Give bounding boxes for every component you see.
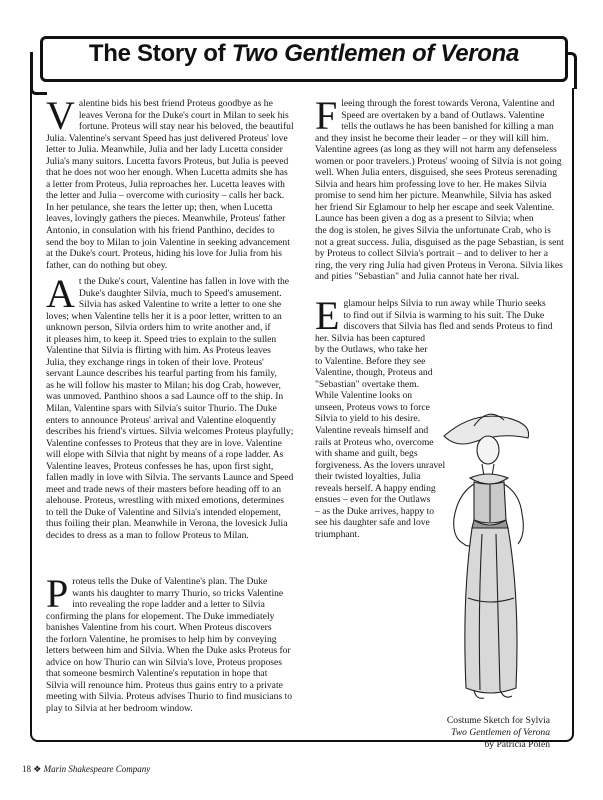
text-line: Julia, they exchange rings in token of their love. Proteus' bbox=[46, 356, 264, 368]
drop-cap: V bbox=[46, 93, 75, 138]
text-line: forgiveness. As the lovers unravel bbox=[315, 459, 446, 471]
text-line: Silvia and hears him professing love to her. He makes Silvia bbox=[315, 178, 547, 190]
text-line: it pleases him, to keep it. Speed tries to explain to the sullen bbox=[46, 333, 277, 345]
text-line: leaves, lovingly gathers the pieces. Meanwhile, Proteus' father bbox=[46, 213, 286, 225]
paragraph-4 bbox=[315, 93, 577, 283]
paragraph-lines bbox=[46, 571, 304, 715]
text-line: and they insist he become their leader – or they will kill him. bbox=[315, 132, 549, 144]
text-line: that he does not woo her enough. When Lucetta admits she has bbox=[46, 167, 288, 179]
caption-line-1: Costume Sketch for Sylvia bbox=[446, 715, 550, 726]
text-line: women or poor travelers.) Proteus' wooing of Silvia is not going bbox=[315, 155, 562, 167]
text-line: and pities "Sebastian" and Julia cannot hate her rival. bbox=[315, 271, 520, 283]
paragraph-lines bbox=[315, 93, 577, 283]
text-line: Speed are overtaken by a band of Outlaws. Valentine bbox=[341, 109, 545, 121]
text-line: letter to Julia. Meanwhile, Julia and her lady Lucetta consider bbox=[46, 144, 283, 156]
text-line: – as the Duke arrives, happy to bbox=[315, 505, 435, 517]
text-line: their twisted loyalties, Julia bbox=[315, 471, 421, 483]
text-line: well. When Julia enters, disguised, she sees Proteus serenading bbox=[315, 167, 558, 179]
text-line: fallen madly in love with Silvia. The servants Launce and Speed bbox=[46, 472, 294, 484]
text-line: Valentine confesses to Proteus that they are in love. Valentine bbox=[46, 437, 282, 449]
text-line: fortune. Proteus will stay near his beloved, the beautiful bbox=[78, 121, 294, 133]
text-line: to Valentine. Before they see bbox=[315, 355, 426, 367]
text-line: Valentine, though, Proteus and bbox=[315, 367, 433, 379]
text-line: decides to dress as a man to follow Proteus to Milan. bbox=[46, 530, 249, 542]
paragraph-lines bbox=[46, 93, 304, 271]
text-line: meeting with Silvia. Proteus advises Thurio to find musicians to bbox=[46, 691, 293, 703]
page-number: 18 bbox=[22, 764, 31, 774]
paragraph-3 bbox=[46, 571, 304, 715]
title-play: Two Gentlemen of Verona bbox=[231, 40, 520, 67]
text-line: the forlorn Valentine, he promises to help him by conveying bbox=[46, 633, 277, 645]
text-line: t the Duke's court, Valentine has fallen in love with the bbox=[78, 276, 290, 287]
text-line: a letter from Proteus, Julia reproaches her. Lucetta leaves with bbox=[46, 178, 285, 190]
text-line: to tell the Duke of Valentine and Silvia's intended elopement, bbox=[46, 506, 281, 518]
text-line: by the Outlaws, who take her bbox=[315, 344, 428, 356]
text-line: with shame and guilt, begs bbox=[315, 448, 418, 460]
text-line: reveals herself. A happy ending bbox=[315, 482, 436, 494]
drop-cap: P bbox=[46, 571, 69, 616]
costume-sketch-illustration bbox=[404, 398, 560, 710]
text-line: tells the outlaws he has been banished for killing a man bbox=[341, 121, 554, 133]
text-line: father, can do nothing but obey. bbox=[46, 259, 168, 271]
text-line: at the Duke's court. Proteus, hiding his love for Julia from his bbox=[46, 248, 282, 260]
text-line: Antonio, in consulation with his friend Panthino, decides to bbox=[46, 225, 275, 237]
text-line: letters between him and Silvia. When the Duke asks Proteus for bbox=[46, 645, 291, 657]
text-line: Julia. Valentine's servant Speed has just delivered Proteus' love bbox=[46, 132, 288, 144]
text-line: to find out if Silvia is warming to his suit. The Duke bbox=[343, 309, 545, 321]
page-title bbox=[40, 40, 568, 68]
text-line: advice on how Thurio can win Silvia's love, Proteus proposes bbox=[46, 656, 283, 668]
text-line: servant Launce describes his tearful parting from his family, bbox=[46, 368, 277, 380]
illustration-caption bbox=[318, 715, 550, 751]
text-line: banishes Valentine from his court. When Proteus discovers bbox=[46, 622, 272, 634]
footer-ornament: ❖ bbox=[33, 764, 42, 774]
text-line: as he will follow his master to Milan; his dog Crab, however, bbox=[46, 379, 281, 391]
text-line: unseen, Proteus vows to force bbox=[315, 401, 430, 413]
footer-publisher: Marin Shakespeare Company bbox=[43, 764, 151, 774]
text-line: by Proteus to collect Silvia's portrait – and to deliver to her a bbox=[315, 248, 548, 260]
text-line: Silvia to yield to his desire. bbox=[315, 413, 420, 425]
text-line: send the boy to Milan to join Valentine in seeking advancement bbox=[46, 236, 290, 248]
text-line: discovers that Silvia has fled and sends Proteus to find bbox=[343, 321, 553, 333]
text-line: Duke's daughter Silvia, much to Speed's amusement. bbox=[78, 287, 282, 299]
text-line: Valentine reveals himself and bbox=[315, 425, 429, 437]
text-line: play to Silvia at her bedroom window. bbox=[46, 703, 193, 715]
drop-cap: A bbox=[46, 271, 75, 316]
text-line: "Sebastian" overtake them. bbox=[315, 378, 420, 390]
title-prefix: The Story of bbox=[88, 40, 226, 67]
text-line: not a great success. Julia, disguised as the page Sebastian, is sent bbox=[315, 236, 564, 248]
text-line: unknown person, Silvia orders him to write another and, if bbox=[46, 322, 271, 334]
text-line: the letter and Julia – overcome with curiosity – calls her back. bbox=[46, 190, 285, 202]
paragraph-2 bbox=[46, 271, 304, 542]
text-line: rails at Proteus who, overcome bbox=[315, 436, 434, 448]
text-line: leaves Verona for the Duke's court in Milan to seek his bbox=[78, 109, 289, 121]
caption-line-2: Two Gentlemen of Verona bbox=[451, 727, 550, 738]
text-line: Silvia will renounce him. Proteus thus gains entry to a private bbox=[46, 679, 283, 691]
paragraph-lines bbox=[46, 271, 304, 542]
text-line: While Valentine looks on bbox=[315, 390, 413, 402]
text-line: roteus tells the Duke of Valentine's plan. The Duke bbox=[72, 576, 268, 587]
text-line: the dog is stolen, he gives Silvia the unfortunate Crab, who is bbox=[315, 225, 551, 237]
text-line: that someone besmirch Valentine's reputation in hope that bbox=[46, 668, 268, 680]
page-footer bbox=[22, 764, 150, 775]
text-line: Launce has been given a dog as a present to Silvia; when bbox=[315, 213, 534, 225]
text-line: Valentine that Silvia is flirting with him. As Proteus leaves bbox=[46, 345, 271, 357]
text-line: her. Silvia has been captured bbox=[315, 332, 426, 344]
drop-cap: E bbox=[315, 293, 340, 338]
text-line: ensues – even for the Outlaws bbox=[315, 494, 431, 506]
text-line: confirming the plans for elopement. The Duke immediately bbox=[46, 610, 275, 622]
text-line: promise to send him her picture. Meanwhile, Silvia has asked bbox=[315, 190, 552, 202]
text-line: thus foiling their plan. Meanwhile in Verona, the lovesick Julia bbox=[46, 518, 288, 530]
text-line: triumphant. bbox=[315, 528, 360, 540]
caption-line-3: by Patricia Polen bbox=[484, 739, 550, 750]
text-line: Valentine agrees (as long as they will not harm any defenseless bbox=[315, 144, 557, 156]
text-line: enters to announce Proteus' arrival and Valentine eloquently bbox=[46, 414, 276, 426]
text-line: describes his friend's virtues. Silvia welcomes Proteus playfully; bbox=[46, 426, 294, 438]
text-line: was unmoved. Panthino shoos a sad Launce off to the ship. In bbox=[46, 391, 284, 403]
text-line: leeing through the forest towards Verona, Valentine and bbox=[341, 98, 555, 109]
text-line: ring, the very ring Julia had given Proteus in Verona. Silvia likes bbox=[315, 259, 563, 271]
text-line: meet and trade news of their masters before heading off to an bbox=[46, 483, 282, 495]
text-line: wants his daughter to marry Thurio, so tricks Valentine bbox=[72, 587, 284, 599]
text-line: will elope with Silvia that night by means of a rope ladder. As bbox=[46, 449, 284, 461]
text-line: see his daughter safe and love bbox=[315, 517, 430, 529]
text-line: In her petulance, she tears the letter up; then, when Lucetta bbox=[46, 201, 273, 213]
text-line: glamour helps Silvia to run away while Thurio seeks bbox=[343, 298, 546, 309]
text-line: into revealing the rope ladder and a letter to Silvia bbox=[72, 599, 265, 611]
text-line: Silvia has asked Valentine to write a letter to one she bbox=[78, 299, 282, 311]
text-line: alehouse. Proteus, wrestling with mixed emotions, determines bbox=[46, 495, 284, 507]
text-line: Valentine leaves, Proteus confesses he has, upon first sight, bbox=[46, 460, 274, 472]
text-line: Milan, Valentine spars with Silvia's suitor Thurio. The Duke bbox=[46, 403, 277, 415]
drop-cap: F bbox=[315, 93, 338, 138]
text-line: alentine bids his best friend Proteus goodbye as he bbox=[78, 98, 273, 109]
paragraph-1 bbox=[46, 93, 304, 271]
text-line: Julia's many suitors. Lucetta favors Proteus, but Julia is peeved bbox=[46, 155, 289, 167]
text-line: loves; when Valentine tells her it is a poor letter, written to an bbox=[46, 310, 282, 322]
text-line: her friend Sir Eglamour to help her escape and seek Valentine. bbox=[315, 201, 555, 213]
